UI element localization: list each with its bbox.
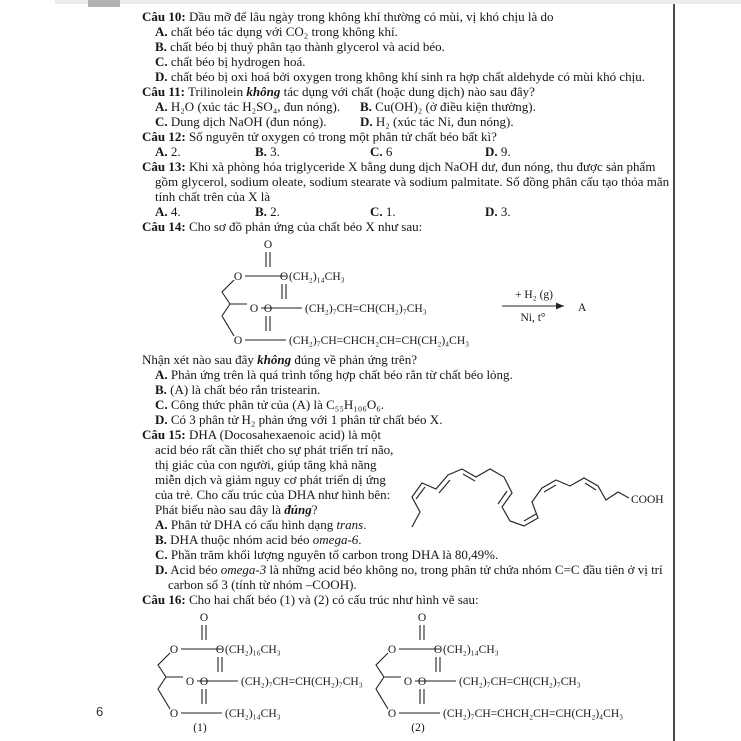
svg-text:(CH₂)₁₆CH₃: (CH₂)₁₆CH₃ [225, 644, 281, 656]
options-grid [142, 144, 670, 159]
options-grid [142, 99, 670, 129]
svg-text:(CH₂)₇CH=CHCH₂CH=CH(CH₂)₄CH₃: (CH₂)₇CH=CHCH₂CH=CH(CH₂)₄CH₃ [443, 708, 624, 720]
page-number: 6 [96, 704, 104, 719]
svg-text:(CH₂)₇CH=CHCH₂CH=CH(CH₂)₄CH₃: (CH₂)₇CH=CHCH₂CH=CH(CH₂)₄CH₃ [289, 335, 470, 347]
svg-text:O: O [387, 708, 397, 720]
option-b: B. Cu(OH)₂ (ở điều kiện thường). [360, 99, 536, 114]
option-a: A. Phản ứng trên là quá trình tổng hợp chất béo rắn từ chất béo lỏng. [155, 367, 513, 382]
svg-text:O: O [169, 708, 179, 720]
product-label: A [578, 302, 587, 314]
svg-text:O: O [233, 271, 243, 283]
question-label: Câu 15: [142, 427, 186, 442]
question-label: Câu 10: [142, 9, 186, 24]
scan-top-strip-dark [88, 0, 120, 7]
svg-text:O: O [185, 676, 195, 688]
svg-text:O: O [233, 335, 243, 347]
exam-content [142, 9, 670, 731]
question-14 [142, 219, 670, 427]
svg-text:(CH₂)₁₄CH₃: (CH₂)₁₄CH₃ [443, 644, 499, 656]
svg-text:O: O [417, 676, 427, 688]
svg-text:O: O [215, 644, 225, 656]
option-c: C. 1. [370, 204, 396, 219]
question-subtext: Phát biểu nào sau đây là đúng? [155, 502, 318, 517]
option-a: A. 2. [155, 144, 181, 159]
option-d: D. Acid béo omega-3 là những acid béo không no, trong phân tử chứa nhóm C=C đầu tiên ở vị trí carbon số 3 (tính từ nhóm –COOH). [155, 562, 663, 592]
question-subtext: Nhận xét nào sau đây không đúng về phản ứng trên? [142, 352, 417, 367]
question-text: Dầu mỡ để lâu ngày trong không khí thường có mùi, vị khó chịu là do [188, 9, 554, 24]
dha-structure [402, 429, 670, 529]
svg-text:(CH₂)₇CH=CH(CH₂)₇CH₃: (CH₂)₇CH=CH(CH₂)₇CH₃ [305, 303, 427, 315]
question-stem: Câu 13: Khi xà phòng hóa triglyceride X bằng dung dịch NaOH dư, đun nóng, thu được sản phẩm gồm glycerol, sodium oleate, sodium stearate và sodium palmitate. Số đồng phân cấu tạo thỏa mãn tính chất trên của X là [142, 159, 670, 204]
svg-text:O: O [199, 676, 209, 688]
question-label: Câu 12: [142, 129, 186, 144]
question-11 [142, 84, 670, 129]
question-12 [142, 129, 670, 159]
option-c: C. 6 [370, 144, 393, 159]
question-stem: Câu 14: Cho sơ đồ phản ứng của chất béo X như sau: [142, 219, 423, 234]
svg-text:O: O [263, 303, 273, 315]
option-d: D. chất béo bị oxi hoá bởi oxygen trong không khí sinh ra hợp chất aldehyde có mùi khó chịu. [155, 69, 645, 84]
structure-label: (2) [411, 722, 425, 733]
option-b: B. DHA thuộc nhóm acid béo omega-6. [155, 532, 362, 547]
option-b: B. chất béo bị thuỷ phân tạo thành glycerol và acid béo. [155, 39, 445, 54]
question-stem: Câu 11: Trilinolein không tác dụng với chất (hoặc dung dịch) nào sau đây? [142, 84, 535, 99]
structure-label: (1) [193, 722, 207, 733]
svg-text:O: O [433, 644, 443, 656]
option-d: D. 9. [485, 144, 511, 159]
option-c: C. Dung dịch NaOH (đun nóng). [155, 114, 327, 129]
svg-text:O: O [279, 271, 289, 283]
svg-text:O: O [417, 612, 427, 624]
triglyceride-structure-1 [148, 609, 366, 733]
option-c: C. Phần trăm khối lượng nguyên tố carbon trong DHA là 80,49%. [155, 547, 499, 562]
svg-text:O: O [403, 676, 413, 688]
triglyceride-structure-x [212, 236, 612, 352]
question-label: Câu 13: [142, 159, 186, 174]
question-label: Câu 11: [142, 84, 185, 99]
question-15 [142, 427, 670, 592]
question-label: Câu 14: [142, 219, 186, 234]
question-stem: Câu 12: Số nguyên tử oxygen có trong một phân tử chất béo bất kì? [142, 129, 497, 144]
structures-row [142, 607, 670, 731]
page-edge-line [673, 4, 675, 741]
cooh-label: COOH [631, 494, 664, 506]
svg-text:O: O [387, 644, 397, 656]
svg-text:O: O [169, 644, 179, 656]
question-16 [142, 592, 670, 731]
question-stem [142, 9, 670, 24]
svg-text:(CH₂)₇CH=CH(CH₂)₇CH₃: (CH₂)₇CH=CH(CH₂)₇CH₃ [459, 676, 581, 688]
option-a: A. Phân tử DHA có cấu hình dạng trans. [155, 517, 367, 532]
svg-text:(CH₂)₁₄CH₃: (CH₂)₁₄CH₃ [225, 708, 281, 720]
svg-text:(CH₂)₇CH=CH(CH₂)₇CH₃: (CH₂)₇CH=CH(CH₂)₇CH₃ [241, 676, 363, 688]
options-grid [142, 204, 670, 219]
option-d: D. H₂ (xúc tác Ni, đun nóng). [360, 114, 514, 129]
svg-text:O: O [263, 239, 273, 251]
option-d: D. Có 3 phân tử H₂ phản ứng với 1 phân tử chất béo X. [155, 412, 443, 427]
option-a: A. chất béo tác dụng với CO₂ trong không khí. [155, 24, 398, 39]
arrow-bottom-label: Ni, t° [520, 312, 546, 324]
question-stem: Câu 15: DHA (Docosahexaenoic acid) là một acid béo rất cần thiết cho sự phát triển trí não, thị giác của con người, giúp tăng khả năng miễn dịch và giảm nguy cơ phát triển dị ứng của trẻ. Cho cấu trúc của DHA như hình bên: [142, 427, 394, 502]
option-b: B. (A) là chất béo rắn tristearin. [155, 382, 321, 397]
svg-text:(CH₂)₁₄CH₃: (CH₂)₁₄CH₃ [289, 271, 345, 283]
triglyceride-structure-2 [366, 609, 666, 733]
scan-top-strip [55, 0, 741, 4]
option-d: D. 3. [485, 204, 511, 219]
question-label: Câu 16: [142, 592, 186, 607]
question-stem: Câu 16: Cho hai chất béo (1) và (2) có cấu trúc như hình vẽ sau: [142, 592, 479, 607]
option-c: C. Công thức phân tử của (A) là C₅₅H₁₀₆O₆. [155, 397, 385, 412]
option-b: B. 3. [255, 144, 280, 159]
question-10 [142, 9, 670, 84]
svg-text:O: O [199, 612, 209, 624]
option-a: A. H₂O (xúc tác H₂SO₄, đun nóng). [155, 99, 341, 114]
option-c: C. chất béo bị hydrogen hoá. [155, 54, 306, 69]
option-a: A. 4. [155, 204, 181, 219]
svg-text:O: O [249, 303, 259, 315]
arrow-top-label: + H₂ (g) [515, 289, 553, 301]
question-13 [142, 159, 670, 219]
option-b: B. 2. [255, 204, 280, 219]
